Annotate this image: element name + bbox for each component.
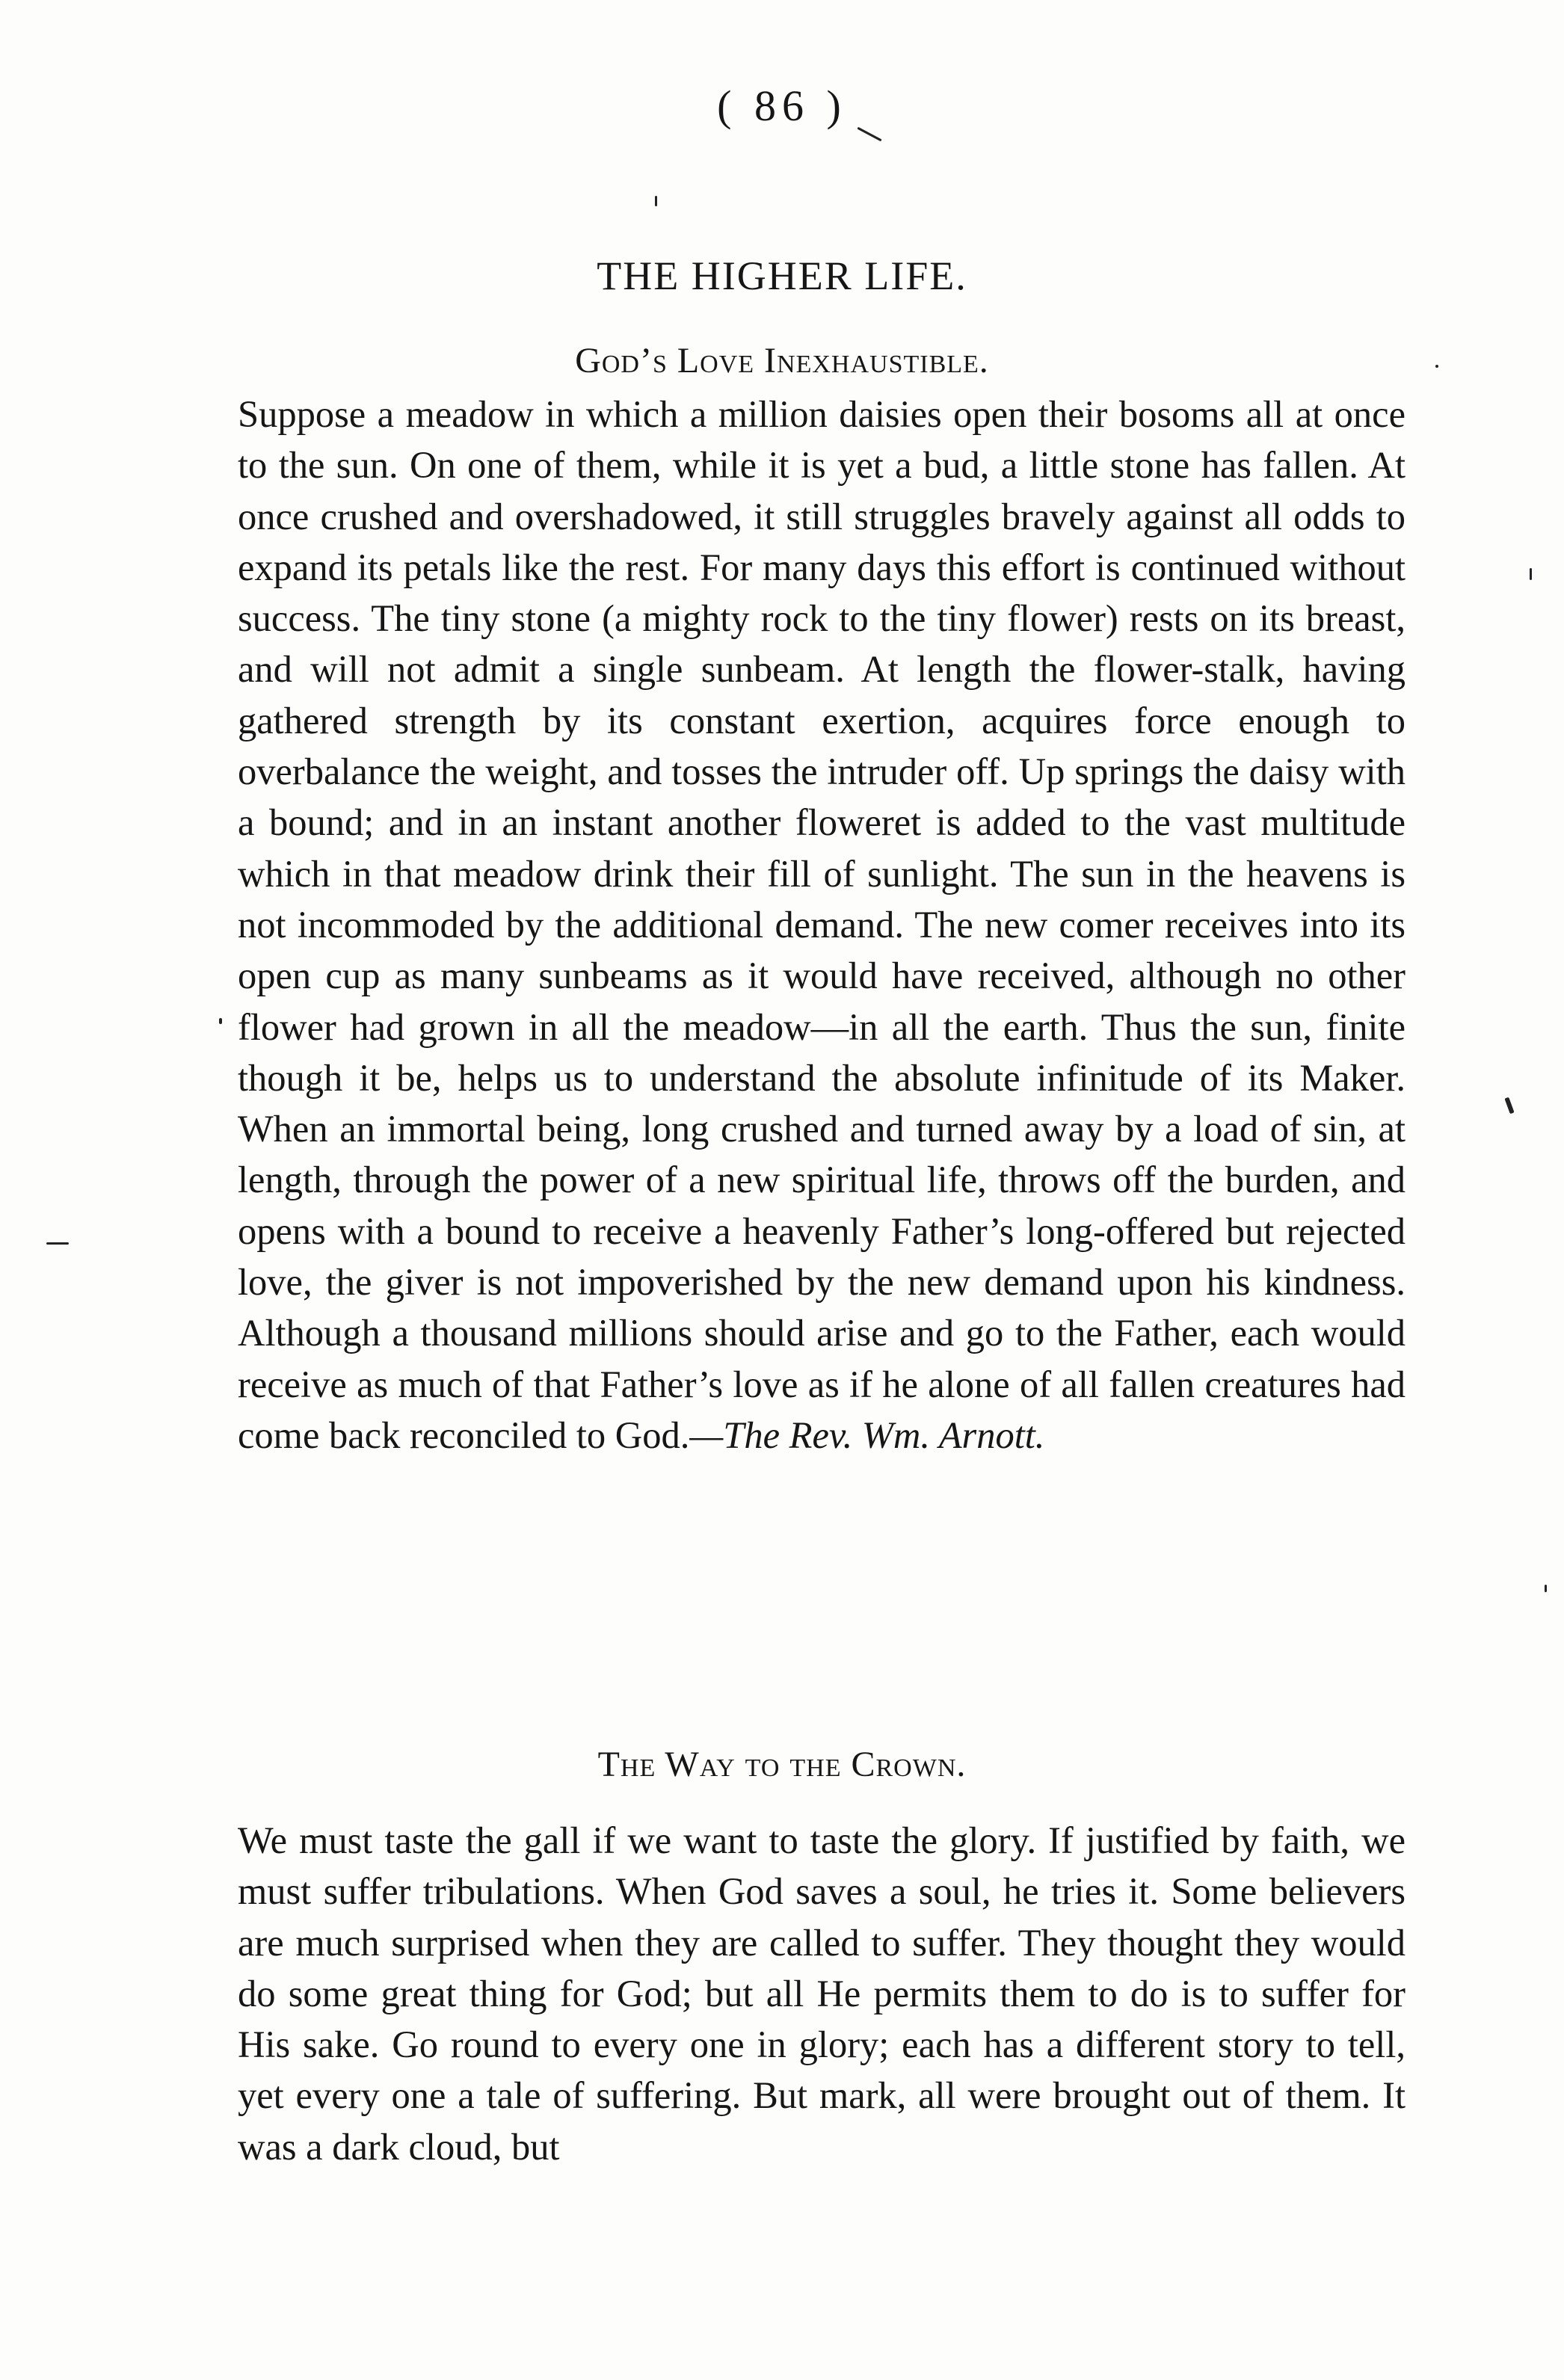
section-heading-way-to-crown: The Way to the Crown. [597,1745,967,1784]
body-text: We must taste the gall if we want to taste the glory. If justified by faith, we must suffer tribulations. When God saves a soul, he tries it. Some believers are much surprised when they are called to suffer. They thought they would do some great thing for God; but all He permits them to do is to suffer for His sake. Go round to every one in glory; each has a different story to tell, yet every one a tale of suffering. But mark, all were brought out of them. It was a dark cloud, but [238,1819,1406,2168]
scan-mark [655,196,657,206]
section-body-way-to-crown [238,1815,1406,2172]
section-heading-gods-love: God’s Love Inexhaustible. [575,341,989,380]
scan-mark [1504,1097,1514,1115]
chapter-title: THE HIGHER LIFE. [597,253,967,298]
section-body-gods-love [238,389,1406,1461]
scan-mark [46,1242,69,1245]
scan-mark [1545,1585,1547,1592]
scan-mark [219,1018,222,1024]
scan-mark [1435,365,1438,368]
scan-mark [1530,568,1532,580]
body-text: Suppose a meadow in which a million daisies open their bosoms all at once to the sun. On one of them, while it is yet a bud, a little stone has fallen. At once crushed and overshadowed, it still struggles bravely against all odds to expand its petals like the rest. For many days this effort is continued without success. The tiny stone (a mighty rock to the tiny flower) rests on its breast, and will not admit a single sunbeam. At length the flower-stalk, having gathered strength by its constant exertion, acquires force enough to overbalance the weight, and tosses the intruder off. Up springs the daisy with a bound; and in an instant another floweret is added to the vast multitude which in that meadow drink their fill of sunlight. The sun in the heavens is not incommoded by the additional demand. The new comer receives into its open cup as many sunbeams as it would have received, although no other flower had grown in all the meadow—in all the earth. Thus the sun, finite though it be, helps us to understand the absolute infinitude of its Maker. When an immortal being, long crushed and turned away by a load of sin, at length, through the power of a new spiritual life, throws off the burden, and opens with a bound to receive a heavenly Father’s long-offered but rejected love, the giver is not impoverished by the new demand upon his kindness. Although a thousand millions should arise and go to the Father, each would receive as much of that Father’s love as if he alone of all fallen creatures had come back reconciled to God. [238,393,1406,1456]
attribution: —The Rev. Wm. Arnott. [689,1413,1045,1456]
page-number: ( 86 ) [717,81,847,130]
